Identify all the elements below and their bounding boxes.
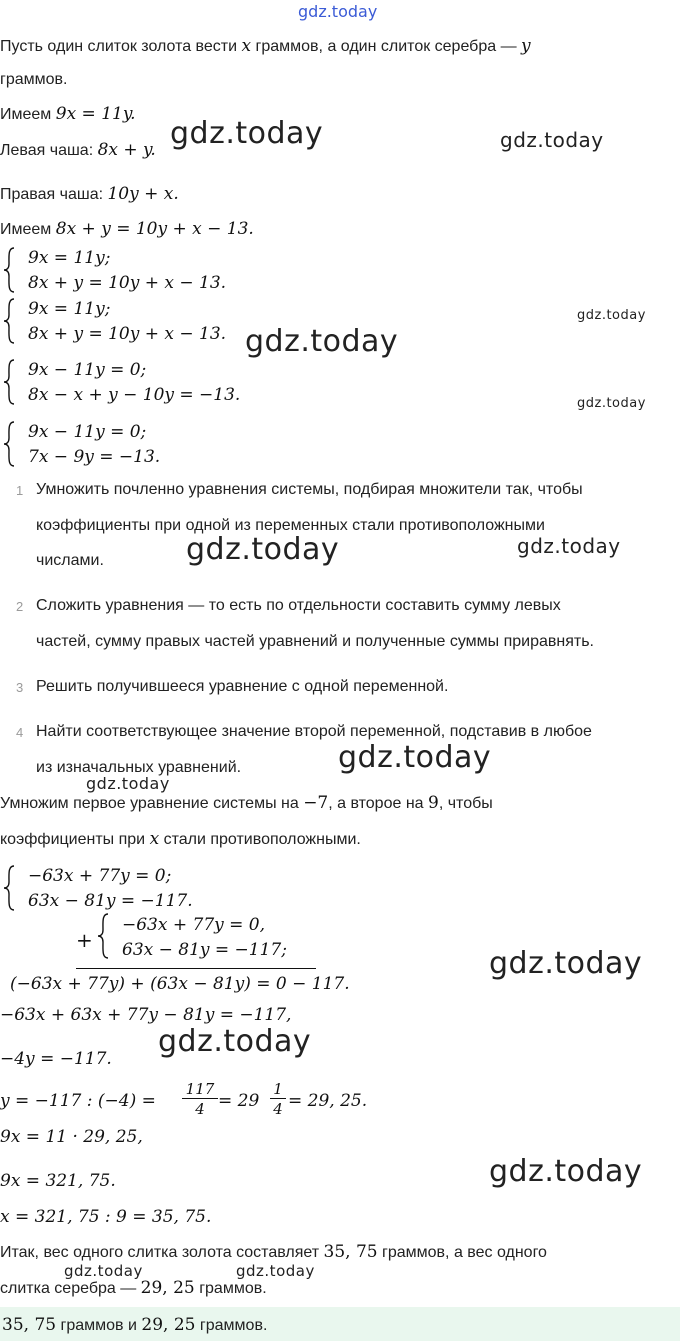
have-eq-2 (0, 219, 254, 240)
text: слитка серебра — (0, 1280, 141, 1297)
intro-text: граммов, а один слиток серебра — (251, 38, 522, 55)
watermark: gdz.today (245, 324, 399, 359)
brace-icon (2, 358, 16, 406)
plus-sign: + (76, 928, 93, 952)
text: = 29 (218, 1091, 260, 1111)
text: граммов. (195, 1317, 268, 1334)
number: 29, 25 (141, 1315, 196, 1335)
system-row: 9x − 11y = 0; (28, 422, 147, 442)
sum-line (76, 968, 316, 969)
equation: 10y + x. (107, 184, 179, 204)
watermark: gdz.today (236, 1262, 315, 1280)
number: 35, 75 (323, 1242, 378, 1262)
text: граммов и (56, 1317, 142, 1334)
system-row: 8x − x + y − 10y = −13. (28, 385, 241, 405)
watermark: gdz.today (158, 1024, 312, 1059)
fraction-numerator: 117 (185, 1080, 215, 1098)
step-number: 4 (16, 725, 24, 740)
watermark: gdz.today (577, 396, 646, 411)
step-number: 1 (16, 483, 24, 498)
system-row: 7x − 9y = −13. (28, 447, 161, 467)
system-4 (2, 420, 302, 468)
text: коэффициенты при (0, 831, 150, 848)
label: Имеем (0, 106, 56, 123)
calc-line: 9x = 11 · 29, 25, (0, 1127, 143, 1147)
step-number: 3 (16, 680, 24, 695)
system-row: 63x − 81y = −117; (122, 940, 287, 960)
step-text: частей, сумму правых частей уравнений и полученные суммы приравнять. (36, 633, 594, 650)
system-row: 9x = 11y; (28, 299, 111, 319)
equation: 8x + y = 10y + x − 13. (55, 219, 254, 239)
label: Имеем (0, 221, 56, 238)
number: −7 (303, 793, 329, 813)
step-text: Умножить почленно уравнения системы, подбирая множители так, чтобы (36, 481, 583, 498)
watermark: gdz.today (577, 308, 646, 323)
equation: 8x + y. (97, 140, 156, 160)
watermark: gdz.today (64, 1262, 143, 1280)
brace-icon (96, 912, 110, 960)
multiply-line-1 (0, 793, 493, 814)
text: y = −117 : (−4) = (0, 1091, 156, 1111)
intro-line-2: граммов. (0, 71, 68, 88)
watermark: gdz.today (338, 740, 492, 775)
brace-icon (2, 420, 16, 468)
system-row: 8x + y = 10y + x − 13. (28, 324, 227, 344)
calc-line: x = 321, 75 : 9 = 35, 75. (0, 1207, 212, 1227)
step-number: 2 (16, 599, 24, 614)
system-6 (96, 912, 356, 962)
left-pan (0, 140, 156, 161)
site-header-logo[interactable]: gdz.today (298, 2, 378, 21)
number: 9 (428, 793, 439, 813)
text: стали противоположными. (159, 831, 361, 848)
watermark: gdz.today (517, 534, 621, 558)
calc-line: (−63x + 77y) + (63x − 81y) = 0 − 117. (10, 974, 350, 994)
brace-icon (2, 246, 16, 294)
label: Правая чаша: (0, 186, 108, 203)
watermark: gdz.today (489, 1154, 643, 1189)
number: 29, 25 (140, 1278, 195, 1298)
right-pan (0, 184, 179, 205)
have-eq-1 (0, 104, 136, 125)
system-row: 9x − 11y = 0; (28, 360, 147, 380)
answer-text (2, 1315, 267, 1335)
step-text: Решить получившееся уравнение с одной переменной. (36, 678, 449, 695)
text: граммов, а вес одного (377, 1244, 547, 1261)
system-row: −63x + 77y = 0, (122, 915, 266, 935)
calc-line: −4y = −117. (0, 1049, 112, 1069)
text: = 29, 25. (288, 1091, 368, 1111)
system-row: 8x + y = 10y + x − 13. (28, 273, 227, 293)
watermark: gdz.today (500, 128, 604, 152)
var-x: x (149, 829, 160, 849)
number: 35, 75 (2, 1315, 57, 1335)
var-x: x (241, 36, 252, 56)
brace-icon (2, 864, 16, 912)
multiply-line-2 (0, 829, 361, 850)
watermark: gdz.today (489, 946, 643, 981)
var-y: y (521, 36, 531, 56)
calc-line: −63x + 63x + 77y − 81y = −117, (0, 1005, 292, 1025)
brace-icon (2, 297, 16, 345)
fraction-denominator: 4 (195, 1100, 205, 1118)
calc-line: 9x = 321, 75. (0, 1171, 116, 1191)
system-row: −63x + 77y = 0; (28, 866, 172, 886)
system-3 (2, 358, 302, 406)
step-text: числами. (36, 552, 104, 569)
watermark: gdz.today (86, 774, 170, 793)
system-5 (2, 864, 302, 912)
conclusion-line-1 (0, 1242, 547, 1263)
system-1 (2, 246, 302, 294)
system-row: 63x − 81y = −117. (28, 891, 193, 911)
text: Итак, вес одного слитка золота составляет (0, 1244, 324, 1261)
answer-box (0, 1307, 680, 1341)
text: , а второе на (328, 795, 428, 812)
conclusion-line-2 (0, 1278, 267, 1299)
step-text: Найти соответствующее значение второй переменной, подставив в любое (36, 723, 592, 740)
text: граммов. (194, 1280, 267, 1297)
text: Умножим первое уравнение системы на (0, 795, 304, 812)
equation: 9x = 11y. (55, 104, 136, 124)
fraction-numerator: 1 (273, 1080, 283, 1098)
text: , чтобы (438, 795, 493, 812)
step-text: из изначальных уравнений. (36, 759, 242, 776)
watermark: gdz.today (186, 532, 340, 567)
fraction-denominator: 4 (273, 1100, 283, 1118)
system-row: 9x = 11y; (28, 248, 111, 268)
step-text: Сложить уравнения — то есть по отдельности составить сумму левых (36, 597, 561, 614)
fraction (182, 1080, 218, 1119)
watermark: gdz.today (170, 116, 324, 151)
label: Левая чаша: (0, 142, 98, 159)
intro-line-1 (0, 36, 531, 57)
mixed-fraction (270, 1080, 286, 1119)
intro-text: Пусть один слиток золота вести (0, 38, 242, 55)
step-text: коэффициенты при одной из переменных стали противоположными (36, 517, 545, 534)
